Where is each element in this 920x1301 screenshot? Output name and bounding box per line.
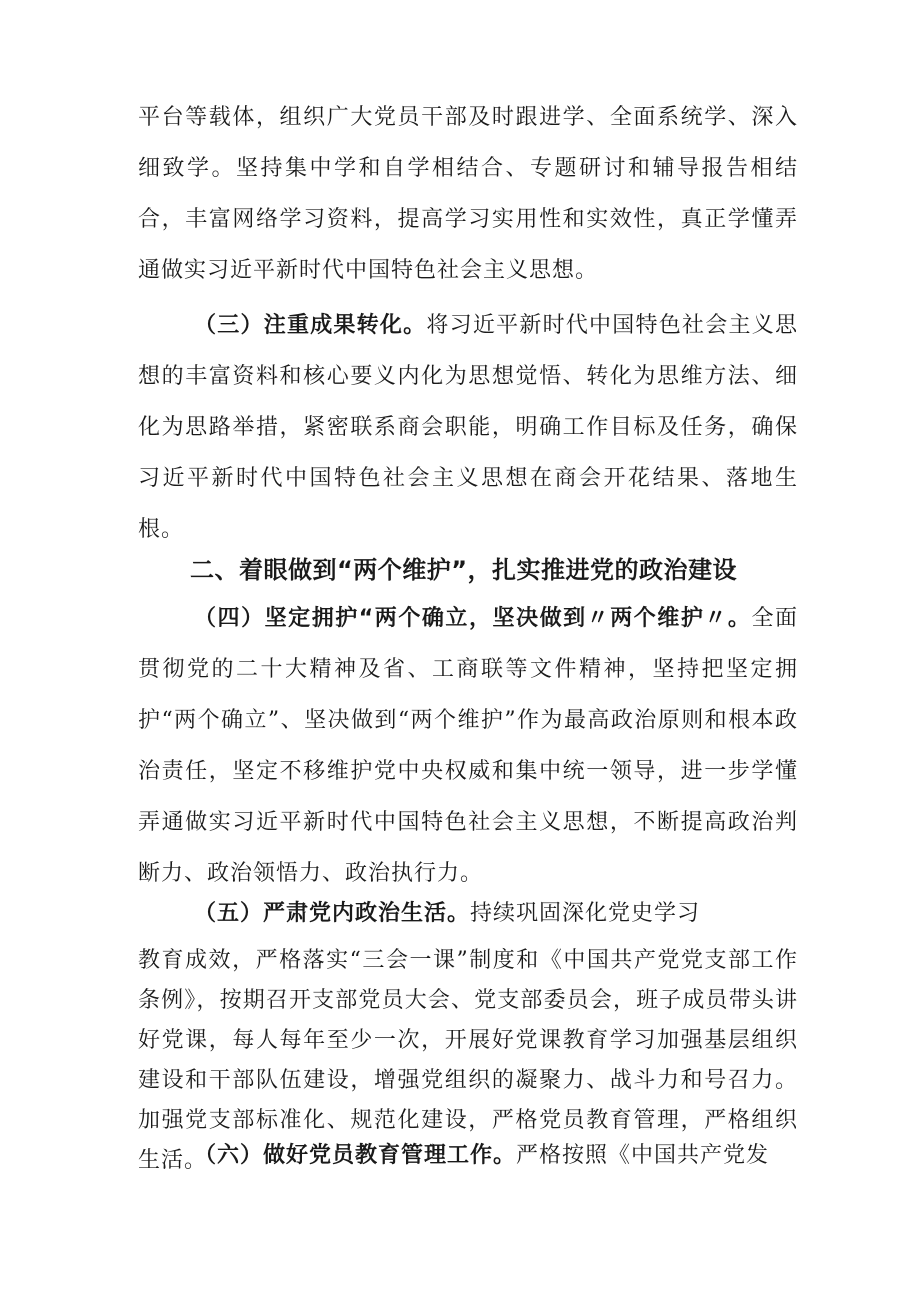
paragraph-lead: （三）注重成果转化。 — [194, 313, 427, 338]
paragraph-text: 平台等载体，组织广大党员干部及时跟进学、全面系统学、深入细致学。坚持集中学和自学相结合、专题研讨和辅导报告相结合，丰富网络学习资料，提高学习实用性和实效性，真正学懂弄通做实习近平新时代中国特色社会主义思想。 — [138, 105, 798, 283]
paragraph-two-maintenances — [138, 593, 798, 899]
paragraph-member-education — [138, 1130, 798, 1181]
paragraph-text: 严格按照《中国共产党发 — [516, 1143, 770, 1168]
paragraph-lead: （五）严肃党内政治生活。 — [194, 901, 471, 926]
paragraph-text: 教育成效，严格落实“三会一课”制度和《中国共产党党支部工作条例》，按期召开支部党员大会、党支部委员会，班子成员带头讲好党课，每人每年至少一次，开展好党课教育学习加强基层组织建设和干部队伍建设，增强党组织的凝聚力、战斗力和号召力。加强党支部标准化、规范化建设，严格党员教育管理，严格组织生活。 — [138, 948, 798, 1173]
paragraph-text: 将习近平新时代中国特色社会主义思想的丰富资料和核心要义内化为思想觉悟、转化为思维方法、细化为思路举措，紧密联系商会职能，明确工作目标及任务，确保习近平新时代中国特色社会主义思想在商会开花结果、落地生根。 — [138, 313, 798, 542]
paragraph-results-transformation — [138, 300, 798, 555]
paragraph-lead: （四）坚定拥护“两个确立，坚决做到〃两个维护〃。 — [194, 606, 752, 631]
paragraph-study-methods — [138, 92, 798, 296]
paragraph-text: 持续巩固深化党史学习 — [470, 901, 701, 926]
paragraph-lead: （六）做好党员教育管理工作。 — [194, 1143, 517, 1168]
paragraph-text: 全面贯彻党的二十大精神及省、工商联等文件精神，坚持把坚定拥护“两个确立”、坚决做到“两个维护”作为最高政治原则和根本政治责任，坚定不移维护党中央权威和集中统一领导，进一步学懂弄通做实习近平新时代中国特色社会主义思想，不断提高政治判断力、政治领悟力、政治执行力。 — [138, 606, 798, 886]
paragraph-political-life-lead — [138, 888, 798, 939]
section-heading: 二、着眼做到“两个维护”，扎实推进党的政治建设 — [190, 556, 738, 584]
